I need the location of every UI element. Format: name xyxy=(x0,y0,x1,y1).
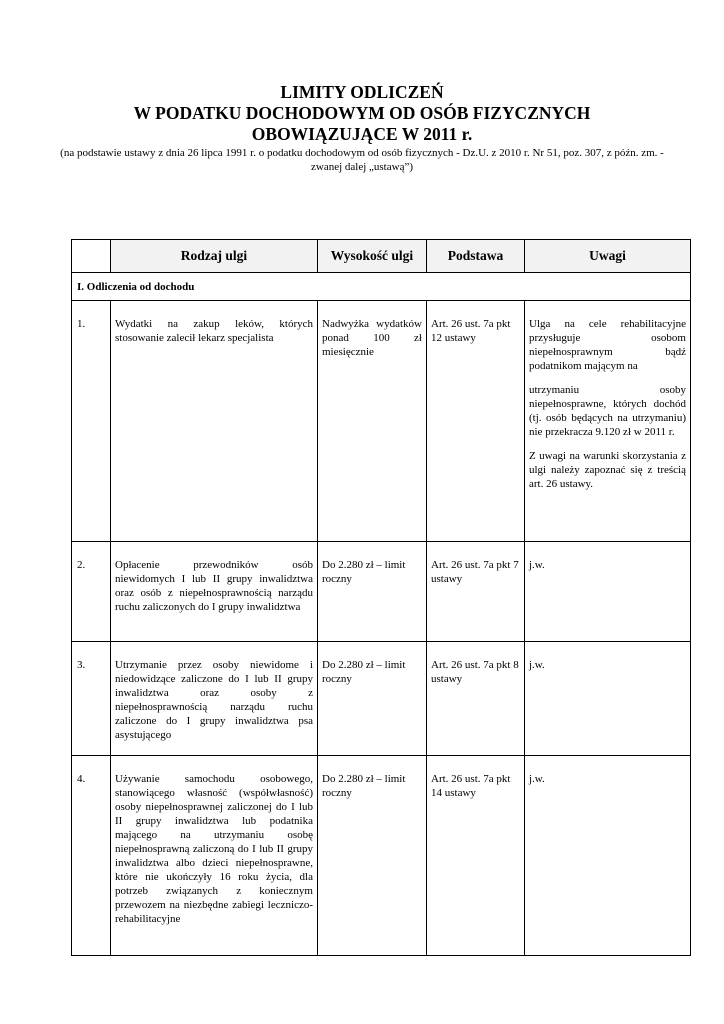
row-basis: Art. 26 ust. 7a pkt 14 ustawy xyxy=(427,756,525,956)
row-basis: Art. 26 ust. 7a pkt 12 ustawy xyxy=(427,301,525,542)
title-line-1: LIMITY ODLICZEŃ xyxy=(280,82,444,102)
column-header-basis: Podstawa xyxy=(427,240,525,273)
row-number: 3. xyxy=(72,642,111,756)
column-header-number xyxy=(72,240,111,273)
row-notes: j.w. xyxy=(525,642,691,756)
notes-paragraph-3: Z uwagi na warunki skorzystania z ulgi należy zapoznać się z treścią art. 26 ustawy. xyxy=(529,450,686,490)
row-number: 1. xyxy=(72,301,111,542)
row-amount: Do 2.280 zł – limit roczny xyxy=(318,542,427,642)
section-title: I. Odliczenia od dochodu xyxy=(72,273,691,301)
table-header-row xyxy=(72,240,691,273)
row-type: Używanie samochodu osobowego, stanowiącego własność (współwłasność) osoby niepełnosprawnej zaliczonej do I lub II grupy inwalidztwa lub podatnika mającego na utrzymaniu osobę niepełnosprawną zaliczoną do I lub II grupy inwalidztwa albo dzieci niepełnosprawne, które nie ukończyły 16 roku życia, dla potrzeb związanych z koniecznym przewozem na niezbędne zabiegi leczniczo-rehabilitacyjne xyxy=(111,756,318,956)
section-row xyxy=(72,273,691,301)
table-row xyxy=(72,642,691,756)
row-number: 2. xyxy=(72,542,111,642)
row-amount: Do 2.280 zł – limit roczny xyxy=(318,642,427,756)
row-amount: Nadwyżka wydatków ponad 100 zł miesięcznie xyxy=(318,301,427,542)
notes-paragraph-2: utrzymaniu osoby niepełnosprawne, których dochód (tj. osób będących na utrzymaniu) nie przekracza 9.120 zł w 2011 r. xyxy=(529,384,686,438)
table-row xyxy=(72,756,691,956)
table-row xyxy=(72,301,691,542)
column-header-notes: Uwagi xyxy=(525,240,691,273)
row-type: Wydatki na zakup leków, których stosowanie zalecił lekarz specjalista xyxy=(111,301,318,542)
column-header-amount: Wysokość ulgi xyxy=(318,240,427,273)
row-notes: j.w. xyxy=(525,756,691,956)
row-type: Utrzymanie przez osoby niewidome i niedowidzące zaliczone do I lub II grupy inwalidztwa oraz osoby z niepełnosprawnością narządu ruchu zaliczone do I grupy inwalidztwa psa asystującego xyxy=(111,642,318,756)
column-header-type: Rodzaj ulgi xyxy=(111,240,318,273)
row-basis: Art. 26 ust. 7a pkt 8 ustawy xyxy=(427,642,525,756)
document-header xyxy=(60,82,664,174)
legal-basis-subtitle: (na podstawie ustawy z dnia 26 lipca 1991 r. o podatku dochodowym od osób fizycznych - Dz.U. z 2010 r. Nr 51, poz. 307, z późn. zm. - zwanej dalej „ustawą”) xyxy=(60,147,664,173)
row-notes: j.w. xyxy=(525,542,691,642)
title-line-3: OBOWIĄZUJĄCE W 2011 r. xyxy=(251,124,473,144)
row-type: Opłacenie przewodników osób niewidomych I lub II grupy inwalidztwa oraz osób z niepełnosprawnością narządu ruchu zaliczonych do I grupy inwalidztwa xyxy=(111,542,318,642)
notes-paragraph-1: Ulga na cele rehabilitacyjne przysługuje osobom niepełnosprawnym bądź podatnikom mającym na xyxy=(529,318,686,372)
table-row xyxy=(72,542,691,642)
row-number: 4. xyxy=(72,756,111,956)
row-notes xyxy=(525,301,691,542)
row-basis: Art. 26 ust. 7a pkt 7 ustawy xyxy=(427,542,525,642)
row-amount: Do 2.280 zł – limit roczny xyxy=(318,756,427,956)
title-line-2: W PODATKU DOCHODOWYM OD OSÓB FIZYCZNYCH xyxy=(133,103,591,123)
deduction-limits-table xyxy=(71,239,691,956)
